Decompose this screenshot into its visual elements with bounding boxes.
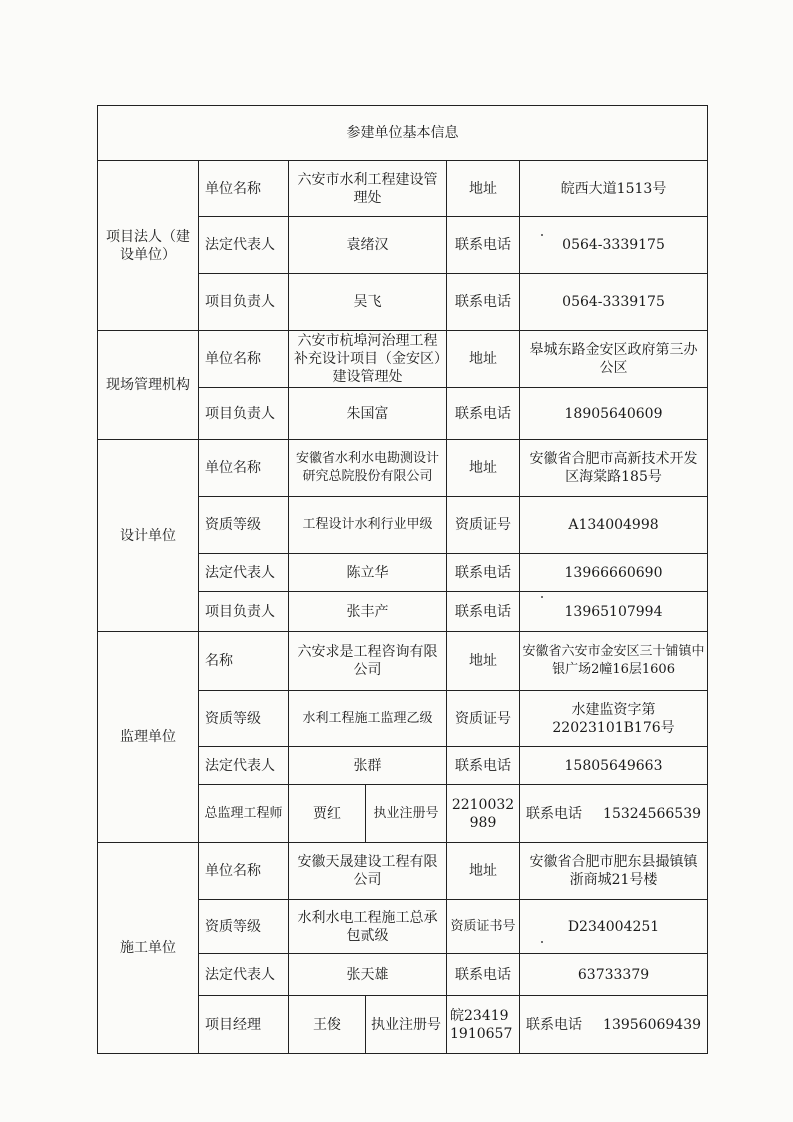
site-unit-value: 六安市杭埠河治理工程补充设计项目（金安区）建设管理处 xyxy=(289,331,447,388)
supervision-chief-value: 贾红 xyxy=(289,785,366,843)
owner-unit-value: 六安市水利工程建设管理处 xyxy=(289,161,447,217)
design-pm-value: 张丰产 xyxy=(289,592,447,632)
supervision-rep-label: 法定代表人 xyxy=(199,747,289,785)
construction-rep-phone-label: 联系电话 xyxy=(447,954,520,996)
construction-qual-label: 资质等级 xyxy=(199,900,289,954)
design-rep-phone-value: 13966660690 xyxy=(520,554,708,592)
construction-rep-phone-value: 63733379 xyxy=(520,954,708,996)
scan-speck xyxy=(541,596,543,598)
design-rep-phone-label: 联系电话 xyxy=(447,554,520,592)
supervision-addr-label: 地址 xyxy=(447,632,520,691)
supervision-rep-value: 张群 xyxy=(289,747,447,785)
design-addr-value: 安徽省合肥市高新技术开发区海棠路185号 xyxy=(520,440,708,497)
design-cert-label: 资质证号 xyxy=(447,497,520,554)
site-unit-label: 单位名称 xyxy=(199,331,289,388)
group-owner: 项目法人（建设单位） xyxy=(98,161,199,331)
group-supervision: 监理单位 xyxy=(98,632,199,843)
scan-speck xyxy=(541,941,543,943)
design-qual-label: 资质等级 xyxy=(199,497,289,554)
group-construction: 施工单位 xyxy=(98,843,199,1054)
group-design: 设计单位 xyxy=(98,440,199,632)
supervision-rep-phone-value: 15805649663 xyxy=(520,747,708,785)
owner-pm-phone-label: 联系电话 xyxy=(447,274,520,331)
construction-mgr-phone-label: 联系电话 xyxy=(526,1016,582,1033)
supervision-cert-label: 资质证号 xyxy=(447,691,520,747)
group-site: 现场管理机构 xyxy=(98,331,199,440)
table-title: 参建单位基本信息 xyxy=(98,106,708,161)
supervision-chief-phone-value: 15324566539 xyxy=(603,805,702,822)
construction-unit-value: 安徽天晟建设工程有限公司 xyxy=(289,843,447,900)
construction-addr-label: 地址 xyxy=(447,843,520,900)
design-pm-phone-label: 联系电话 xyxy=(447,592,520,632)
supervision-addr-value: 安徽省六安市金安区三十铺镇中银广场2幢16层1606 xyxy=(520,632,708,691)
owner-rep-label: 法定代表人 xyxy=(199,217,289,274)
supervision-qual-value: 水利工程施工监理乙级 xyxy=(289,691,447,747)
construction-addr-value: 安徽省合肥市肥东县撮镇镇浙商城21号楼 xyxy=(520,843,708,900)
construction-qual-value: 水利水电工程施工总承包贰级 xyxy=(289,900,447,954)
supervision-reg-label: 执业注册号 xyxy=(366,785,447,843)
supervision-chief-phone-row xyxy=(520,785,708,843)
construction-rep-value: 张天雄 xyxy=(289,954,447,996)
design-addr-label: 地址 xyxy=(447,440,520,497)
construction-mgr-value: 王俊 xyxy=(289,996,366,1054)
owner-rep-phone-label: 联系电话 xyxy=(447,217,520,274)
construction-reg-label: 执业注册号 xyxy=(366,996,447,1054)
supervision-rep-phone-label: 联系电话 xyxy=(447,747,520,785)
site-pm-value: 朱国富 xyxy=(289,388,447,440)
supervision-qual-label: 资质等级 xyxy=(199,691,289,747)
construction-cert-value: D234004251 xyxy=(520,900,708,954)
participating-units-table xyxy=(97,105,708,1054)
supervision-reg-value: 2210032989 xyxy=(447,785,520,843)
site-addr-value: 皋城东路金安区政府第三办公区 xyxy=(520,331,708,388)
owner-addr-label: 地址 xyxy=(447,161,520,217)
construction-mgr-label: 项目经理 xyxy=(199,996,289,1054)
design-rep-label: 法定代表人 xyxy=(199,554,289,592)
owner-addr-value: 皖西大道1513号 xyxy=(520,161,708,217)
owner-pm-label: 项目负责人 xyxy=(199,274,289,331)
site-pm-phone-label: 联系电话 xyxy=(447,388,520,440)
owner-rep-phone-value: 0564-3339175 xyxy=(520,217,708,274)
owner-pm-phone-value: 0564-3339175 xyxy=(520,274,708,331)
owner-rep-value: 袁绪汉 xyxy=(289,217,447,274)
design-pm-phone-value: 13965107994 xyxy=(520,592,708,632)
construction-mgr-phone-row xyxy=(520,996,708,1054)
supervision-chief-phone-label: 联系电话 xyxy=(526,805,582,822)
construction-reg-value: 皖234191910657 xyxy=(447,996,520,1054)
design-cert-value: A134004998 xyxy=(520,497,708,554)
design-qual-value: 工程设计水利行业甲级 xyxy=(289,497,447,554)
site-pm-phone-value: 18905640609 xyxy=(520,388,708,440)
construction-unit-label: 单位名称 xyxy=(199,843,289,900)
supervision-chief-label: 总监理工程师 xyxy=(199,785,289,843)
site-addr-label: 地址 xyxy=(447,331,520,388)
scan-speck xyxy=(541,234,543,236)
supervision-unit-value: 六安求是工程咨询有限公司 xyxy=(289,632,447,691)
design-pm-label: 项目负责人 xyxy=(199,592,289,632)
construction-cert-label: 资质证书号 xyxy=(447,900,520,954)
site-pm-label: 项目负责人 xyxy=(199,388,289,440)
supervision-cert-value: 水建监资字第22023101B176号 xyxy=(520,691,708,747)
construction-rep-label: 法定代表人 xyxy=(199,954,289,996)
owner-unit-label: 单位名称 xyxy=(199,161,289,217)
owner-pm-value: 吴飞 xyxy=(289,274,447,331)
construction-mgr-phone-value: 13956069439 xyxy=(603,1016,702,1033)
design-rep-value: 陈立华 xyxy=(289,554,447,592)
design-unit-value: 安徽省水利水电勘测设计研究总院股份有限公司 xyxy=(289,440,447,497)
supervision-unit-label: 名称 xyxy=(199,632,289,691)
design-unit-label: 单位名称 xyxy=(199,440,289,497)
